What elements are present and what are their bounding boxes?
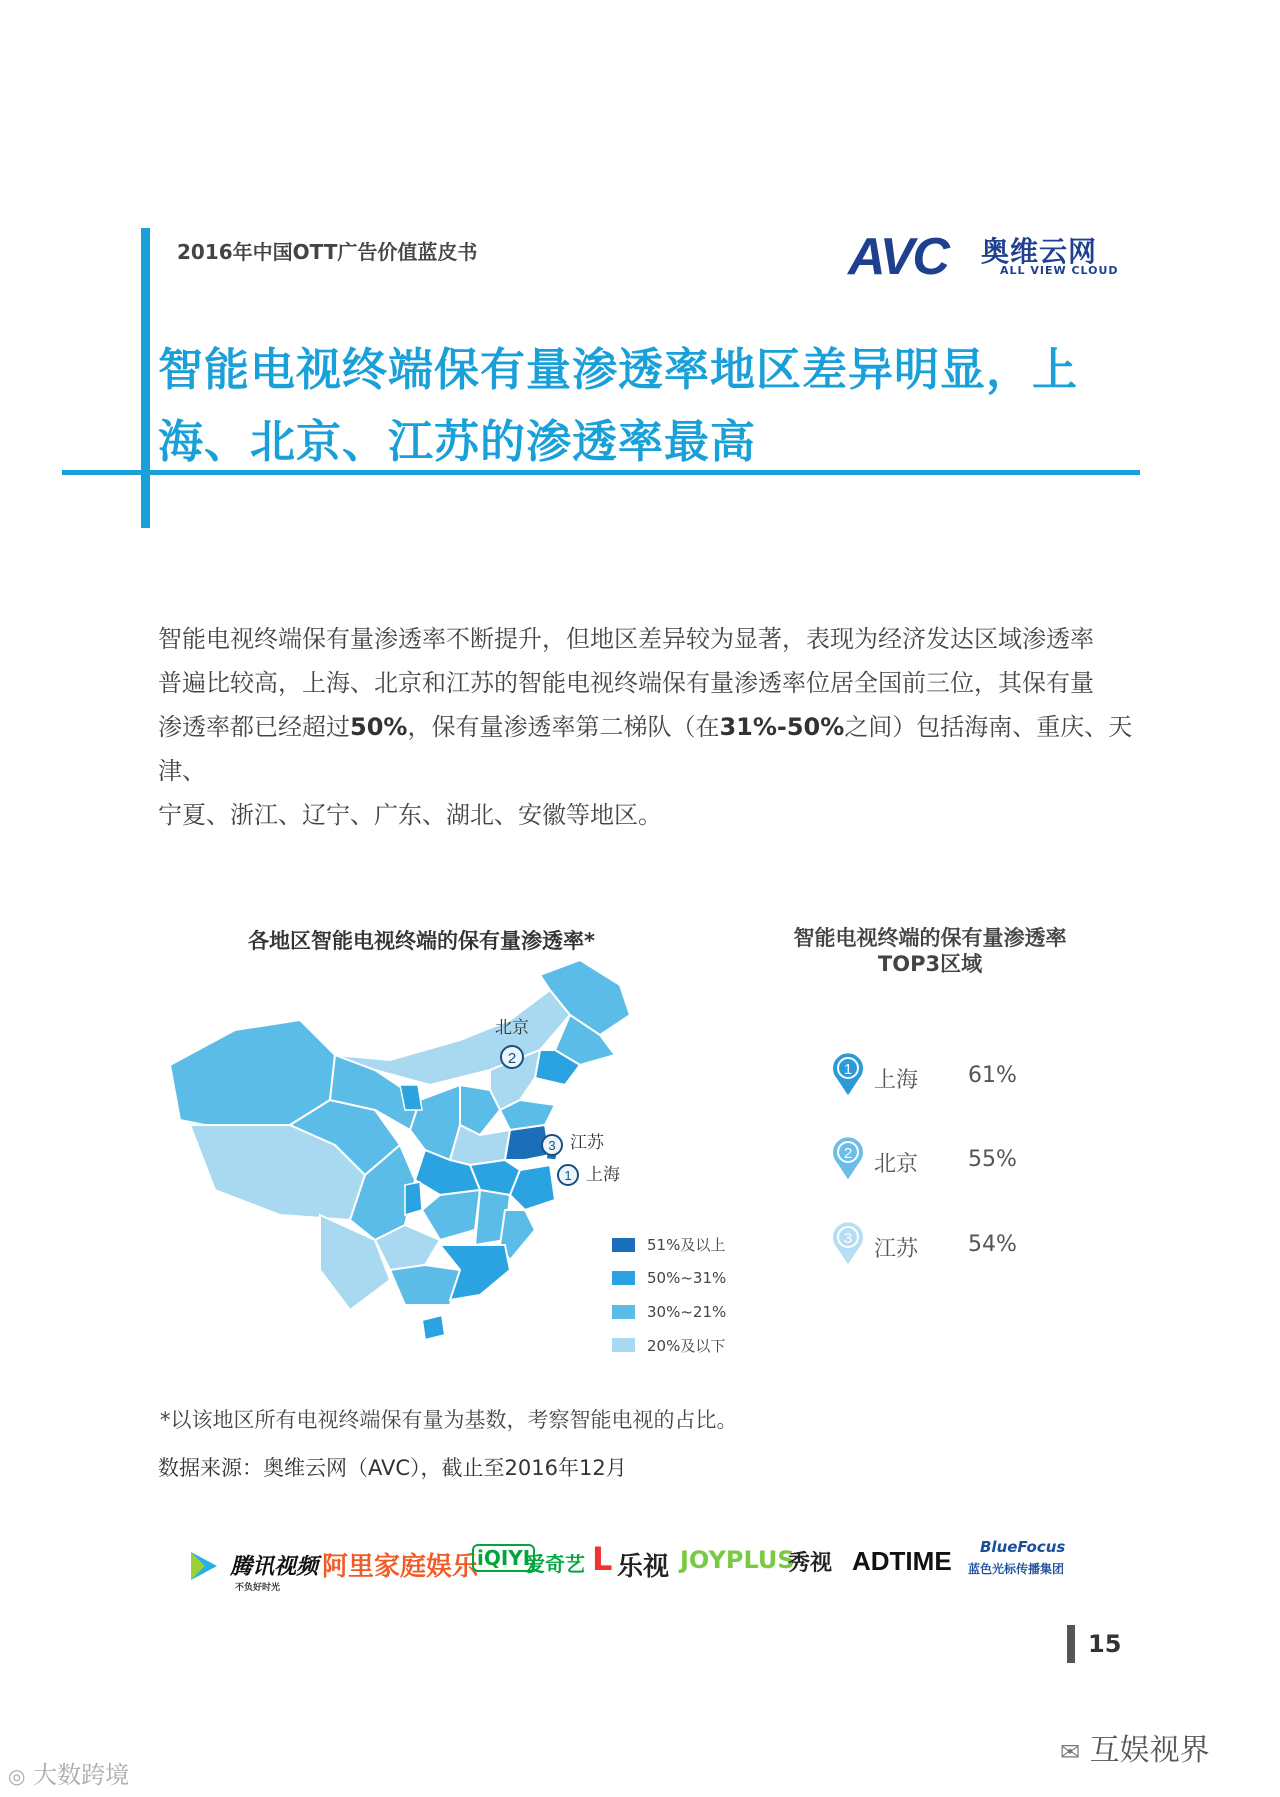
- region-hunan: [422, 1190, 480, 1240]
- tencent-video-logo: [185, 1548, 319, 1593]
- label-beijing: 北京: [495, 1018, 529, 1038]
- body-bold-value: 50%: [350, 713, 408, 741]
- footnote: *以该地区所有电视终端保有量为基数，考察智能电视的占比。: [160, 1408, 738, 1432]
- partner-logos: [180, 1536, 1080, 1596]
- legend-item: [612, 1228, 726, 1262]
- legend-item: [612, 1329, 726, 1363]
- rank-region: 江苏: [874, 1237, 919, 1262]
- logo-mark: AVC: [848, 228, 948, 286]
- headline-line-2: 海、北京、江苏的渗透率最高: [158, 415, 757, 468]
- body-paragraph: [158, 617, 1158, 837]
- page-number-bar: [1067, 1625, 1075, 1663]
- rank-region: 上海: [874, 1068, 919, 1093]
- body-text-span: ，保有量渗透率第二梯队（在: [407, 713, 720, 741]
- top3-item: [828, 1133, 1128, 1193]
- rank-pin-icon: [828, 1049, 868, 1099]
- logo-chinese-name: 奥维云网: [981, 235, 1098, 268]
- play-icon: [185, 1548, 221, 1584]
- marker-shanghai: [558, 1165, 578, 1185]
- legend-label: 51%及以上: [647, 1236, 726, 1255]
- legend-item: [612, 1295, 726, 1329]
- iqiyi-logo: iQIYI: [472, 1544, 535, 1572]
- adtime-logo: ADTIME: [852, 1546, 952, 1576]
- body-line-3: [158, 705, 1158, 793]
- legend-label: 30%~21%: [647, 1302, 727, 1321]
- top3-item: [828, 1218, 1128, 1278]
- logo-english-name: ALL VIEW CLOUD: [1000, 264, 1119, 277]
- legend-item: [612, 1262, 726, 1296]
- watermark-right-text: 互娱视界: [1089, 1733, 1210, 1768]
- region-hainan: [422, 1315, 445, 1340]
- body-line-1: 智能电视终端保有量渗透率不断提升，但地区差异较为显著，表现为经济发达区域渗透率: [158, 625, 1094, 653]
- marker-jiangsu-number: 3: [548, 1138, 556, 1153]
- header-accent-bar: [141, 228, 150, 528]
- body-text-span: 渗透率都已经超过: [158, 713, 350, 741]
- letv-mark: L: [592, 1540, 613, 1578]
- legend-label: 20%及以下: [647, 1336, 726, 1355]
- data-source: 数据来源：奥维云网（AVC），截止至2016年12月: [158, 1456, 627, 1480]
- body-text-span: 之间）包括海南、重庆、天津、: [158, 713, 1133, 785]
- region-chongqing: [405, 1182, 422, 1215]
- map-legend: [612, 1228, 726, 1362]
- watermark-left-text: 大数跨境: [33, 1761, 130, 1789]
- rank-value: 61%: [968, 1063, 1017, 1088]
- joyplus-logo: JOYPLUS: [680, 1546, 795, 1574]
- legend-swatch: [612, 1271, 635, 1285]
- rank-number: 3: [843, 1230, 853, 1247]
- legend-swatch: [612, 1238, 635, 1252]
- bluefocus-name: 蓝色光标传播集团: [968, 1562, 1065, 1576]
- top3-title-line-1: 智能电视终端的保有量渗透率: [793, 926, 1067, 950]
- body-bold-range: 31%-50%: [719, 713, 845, 741]
- top3-item: [828, 1049, 1128, 1109]
- wechat-icon: ✉: [1060, 1738, 1081, 1766]
- letv-name: 乐视: [617, 1552, 670, 1582]
- watermark-right: [1060, 1725, 1210, 1769]
- watermark-left: [8, 1755, 129, 1790]
- tencent-slogan: 不负好时光: [235, 1583, 281, 1593]
- avc-logo: [848, 228, 1138, 286]
- rank-value: 54%: [968, 1232, 1017, 1257]
- iqiyi-name: 爱奇艺: [525, 1552, 585, 1576]
- rank-region: 北京: [874, 1152, 919, 1177]
- marker-beijing: [501, 1046, 523, 1068]
- bluefocus-logo: BlueFocus: [980, 1538, 1066, 1556]
- rank-pin-icon: [828, 1133, 868, 1183]
- label-shanghai: 上海: [586, 1165, 620, 1185]
- headline-line-1: 智能电视终端保有量渗透率地区差异明显，上: [158, 343, 1079, 396]
- alibaba-home-logo: 阿里家庭娱乐: [322, 1552, 479, 1582]
- marker-shanghai-number: 1: [564, 1168, 572, 1183]
- body-line-4: 宁夏、浙江、辽宁、广东、湖北、安徽等地区。: [158, 801, 662, 829]
- marker-jiangsu: [542, 1135, 562, 1155]
- watermark-left-icon: ◎: [8, 1764, 26, 1788]
- tencent-name: 腾讯视频: [230, 1554, 319, 1580]
- top3-title: [780, 925, 1080, 977]
- report-title: 2016年中国OTT广告价值蓝皮书: [177, 240, 478, 264]
- map-title: 各地区智能电视终端的保有量渗透率*: [248, 929, 595, 953]
- rank-value: 55%: [968, 1147, 1017, 1172]
- legend-swatch: [612, 1305, 635, 1319]
- rank-pin-icon: [828, 1218, 868, 1268]
- top3-title-line-2: TOP3区域: [877, 952, 983, 976]
- page-headline: [158, 334, 1148, 478]
- legend-swatch: [612, 1338, 635, 1352]
- legend-label: 50%~31%: [647, 1269, 727, 1288]
- page-number: 15: [1088, 1630, 1122, 1658]
- rank-number: 2: [843, 1145, 853, 1162]
- marker-beijing-number: 2: [507, 1050, 517, 1067]
- rank-number: 1: [843, 1061, 853, 1078]
- xiushi-logo: 秀视: [788, 1551, 833, 1576]
- body-line-2: 普遍比较高，上海、北京和江苏的智能电视终端保有量渗透率位居全国前三位，其保有量: [158, 669, 1094, 697]
- label-jiangsu: 江苏: [570, 1133, 604, 1153]
